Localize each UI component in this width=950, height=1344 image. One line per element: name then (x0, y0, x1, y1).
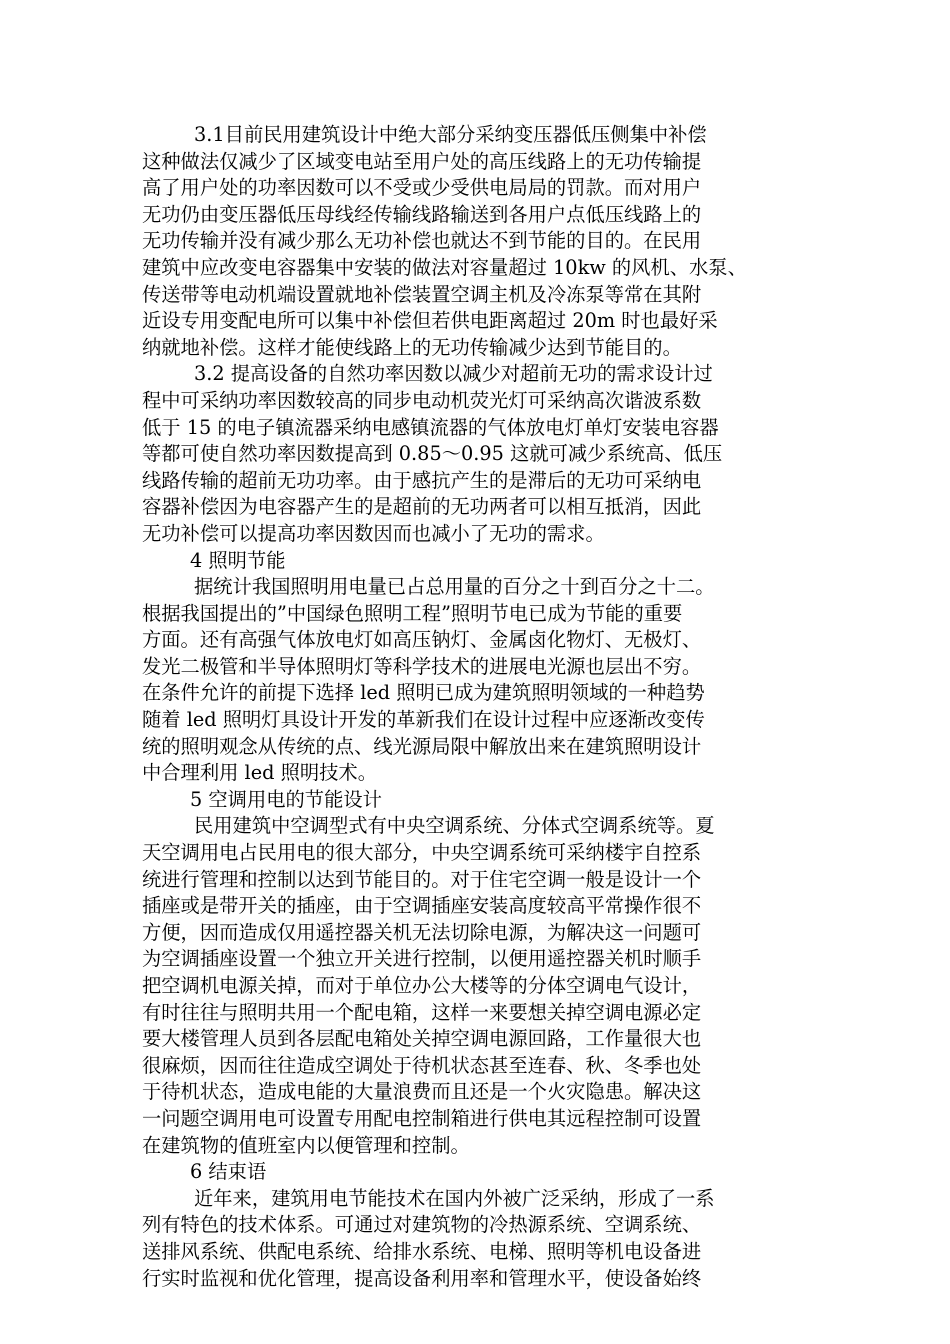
text-line: 要大楼管理人员到各层配电箱处关掉空调电源回路，工作量很大也 (142, 1027, 702, 1051)
text-line: 建筑中应改变电容器集中安装的做法对容量超过 10kw 的风机、水泵、 (142, 255, 747, 279)
text-line: 行实时监视和优化管理，提高设备利用率和管理水平，使设备始终 (142, 1266, 702, 1290)
text-line: 等都可使自然功率因数提高到 0.85～0.95 这就可减少系统高、低压 (142, 442, 723, 466)
text-line: 为空调插座设置一个独立开关进行控制，以便用遥控器关机时顺手 (142, 947, 702, 971)
text-line: 方面。还有高强气体放电灯如高压钠灯、金属卤化物灯、无极灯、 (142, 628, 702, 652)
text-line: 天空调用电占民用电的很大部分，中央空调系统可采纳楼宇自控系 (142, 841, 702, 865)
text-line: 近设专用变配电所可以集中补偿但若供电距离超过 20m 时也最好采 (142, 309, 718, 333)
text-line: 一问题空调用电可设置专用配电控制箱进行供电其远程控制可设置 (142, 1106, 702, 1130)
text-line: 送排风系统、供配电系统、给排水系统、电梯、照明等机电设备进 (142, 1239, 702, 1263)
text-line: 把空调机电源关掉，而对于单位办公大楼等的分体空调电气设计， (142, 974, 702, 997)
text-line: 纳就地补偿。这样才能使线路上的无功传输减少达到节能目的。 (142, 335, 682, 359)
text-line: 根据我国提出的”中国绿色照明工程”照明节电已成为节能的重要 (142, 601, 683, 625)
section-heading: 4 照明节能 (190, 548, 286, 572)
text-line: 传送带等电动机端设置就地补偿装置空调主机及冷冻泵等常在其附 (142, 282, 702, 306)
text-line: 在条件允许的前提下选择 led 照明已成为建筑照明领域的一种趋势 (142, 681, 705, 705)
text-line: 这种做法仅减少了区域变电站至用户处的高压线路上的无功传输提 (142, 149, 702, 173)
text-line: 中合理利用 led 照明技术。 (142, 761, 377, 785)
document-body (142, 122, 812, 1292)
text-line: 据统计我国照明用电量已占总用量的百分之十到百分之十二。 (194, 575, 715, 599)
text-line: 高了用户处的功率因数可以不受或少受供电局局的罚款。而对用户 (142, 176, 702, 200)
text-line: 列有特色的技术体系。可通过对建筑物的冷热源系统、空调系统、 (142, 1213, 702, 1237)
text-line: 发光二极管和半导体照明灯等科学技术的进展电光源也层出不穷。 (142, 654, 702, 678)
text-line: 3.2 提高设备的自然功率因数以减少对超前无功的需求设计过 (194, 362, 713, 386)
text-line: 无功补偿可以提高功率因数因而也减小了无功的需求。 (142, 521, 605, 545)
text-line: 无功仍由变压器低压母线经传输线路输送到各用户点低压线路上的 (142, 202, 702, 226)
text-line: 统的照明观念从传统的点、线光源局限中解放出来在建筑照明设计 (142, 734, 702, 758)
text-line: 随着 led 照明灯具设计开发的革新我们在设计过程中应逐渐改变传 (142, 708, 705, 732)
text-line: 3.1目前民用建筑设计中绝大部分采纳变压器低压侧集中补偿 (194, 123, 707, 146)
text-line: 在建筑物的值班室内以便管理和控制。 (142, 1133, 470, 1157)
text-line: 很麻烦，因而往往造成空调处于待机状态甚至连春、秋、冬季也处 (142, 1053, 702, 1077)
section-heading: 6 结束语 (190, 1160, 267, 1184)
text-line: 民用建筑中空调型式有中央空调系统、分体式空调系统等。夏 (194, 814, 715, 838)
text-line: 程中可采纳功率因数较高的同步电动机荧光灯可采纳高次谐波系数 (142, 388, 702, 412)
text-line: 于待机状态，造成电能的大量浪费而且还是一个火灾隐患。解决这 (142, 1080, 702, 1104)
text-line: 统进行管理和控制以达到节能目的。对于住宅空调一般是设计一个 (142, 867, 702, 891)
text-line: 容器补偿因为电容器产生的是超前的无功两者可以相互抵消，因此 (142, 495, 702, 519)
text-line: 近年来，建筑用电节能技术在国内外被广泛采纳，形成了一系 (194, 1186, 715, 1210)
text-line: 线路传输的超前无功功率。由于感抗产生的是滞后的无功可采纳电 (142, 468, 702, 492)
section-heading: 5 空调用电的节能设计 (190, 787, 382, 811)
text-line: 低于 15 的电子镇流器采纳电感镇流器的气体放电灯单灯安装电容器 (142, 415, 719, 439)
text-line: 有时往往与照明共用一个配电箱，这样一来要想关掉空调电源必定 (142, 1000, 702, 1024)
text-line: 插座或是带开关的插座，由于空调插座安装高度较高平常操作很不 (142, 894, 702, 918)
text-line: 无功传输并没有减少那么无功补偿也就达不到节能的目的。在民用 (142, 229, 702, 253)
text-line: 方便，因而造成仅用遥控器关机无法切除电源，为解决这一问题可 (142, 920, 702, 944)
